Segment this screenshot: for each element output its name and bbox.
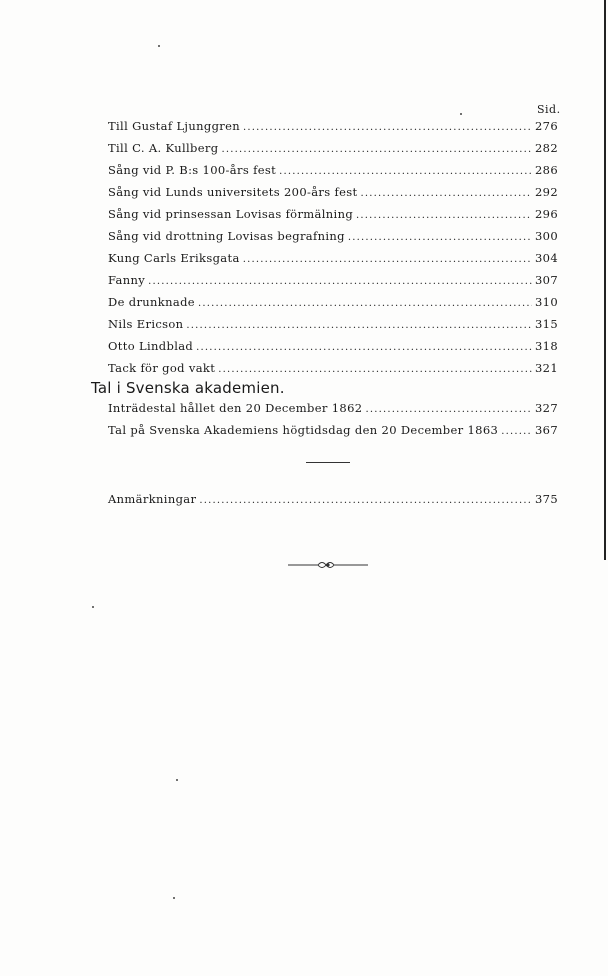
toc-title: Sång vid drottning Lovisas begrafning [108,229,345,243]
toc-title: Kung Carls Eriksgata [108,251,240,265]
toc-entry [108,207,558,229]
toc-entry [108,119,558,141]
speeches-toc [108,401,558,445]
print-speck [460,113,462,115]
toc-page: 375 [535,492,558,506]
toc-page: 300 [535,229,558,243]
toc-title: De drunknade [108,295,195,309]
leader-dots [199,495,532,506]
toc-page: 292 [535,185,558,199]
leader-dots [198,298,532,309]
toc-page: 282 [535,141,558,155]
toc-entry [108,141,558,163]
toc-entry [108,492,558,514]
toc-title: Sång vid Lunds universitets 200-års fest [108,185,358,199]
toc-title: Fanny [108,273,146,287]
leader-dots [221,144,532,155]
toc-entry [108,185,558,207]
print-speck [158,45,160,47]
leader-dots [196,342,532,353]
print-speck [176,779,178,781]
toc-title: Otto Lindblad [108,339,194,353]
toc-title: Inträdestal hållet den 20 December 1862 [108,401,363,415]
closing-ornament [288,558,368,572]
leader-dots [148,276,532,287]
toc-title: Sång vid prinsessan Lovisas förmälning [108,207,354,221]
toc-title: Anmärkningar [108,492,197,506]
toc-page: 327 [535,401,558,415]
poems-toc [108,119,558,383]
leader-dots [186,320,532,331]
toc-entry [108,423,558,445]
toc-page: 367 [535,423,558,437]
toc-page: 315 [535,317,558,331]
toc-entry [108,317,558,339]
toc-title: Nils Ericson [108,317,184,331]
section-divider [306,462,350,463]
leader-dots [218,364,532,375]
leader-dots [365,404,532,415]
leader-dots [243,122,532,133]
toc-title: Sång vid P. B:s 100-års fest [108,163,277,177]
toc-title: Tal på Svenska Akademiens högtidsdag den 20 December 1863 [108,423,499,437]
toc-page: 321 [535,361,558,375]
leader-dots [501,426,532,437]
page-edge-shadow [604,0,606,560]
toc-entry [108,339,558,361]
print-speck [92,606,94,608]
leader-dots [279,166,532,177]
toc-page: 318 [535,339,558,353]
leader-dots [361,188,532,199]
toc-entry [108,273,558,295]
toc-page: 276 [535,119,558,133]
leader-dots [243,254,532,265]
toc-page: 307 [535,273,558,287]
notes-toc [108,492,558,514]
toc-entry [108,229,558,251]
toc-entry [108,251,558,273]
section-heading: Tal i Svenska akademien. [91,379,285,397]
toc-title: Till C. A. Kullberg [108,141,219,155]
toc-page: 296 [535,207,558,221]
page-column-header: Sid. [537,103,561,116]
toc-entry [108,295,558,317]
toc-entry [108,163,558,185]
print-speck [173,897,175,899]
toc-title: Tack för god vakt [108,361,216,375]
toc-page: 304 [535,251,558,265]
toc-title: Till Gustaf Ljunggren [108,119,241,133]
leader-dots [348,232,532,243]
toc-page: 310 [535,295,558,309]
toc-page: 286 [535,163,558,177]
leader-dots [356,210,532,221]
toc-entry [108,401,558,423]
